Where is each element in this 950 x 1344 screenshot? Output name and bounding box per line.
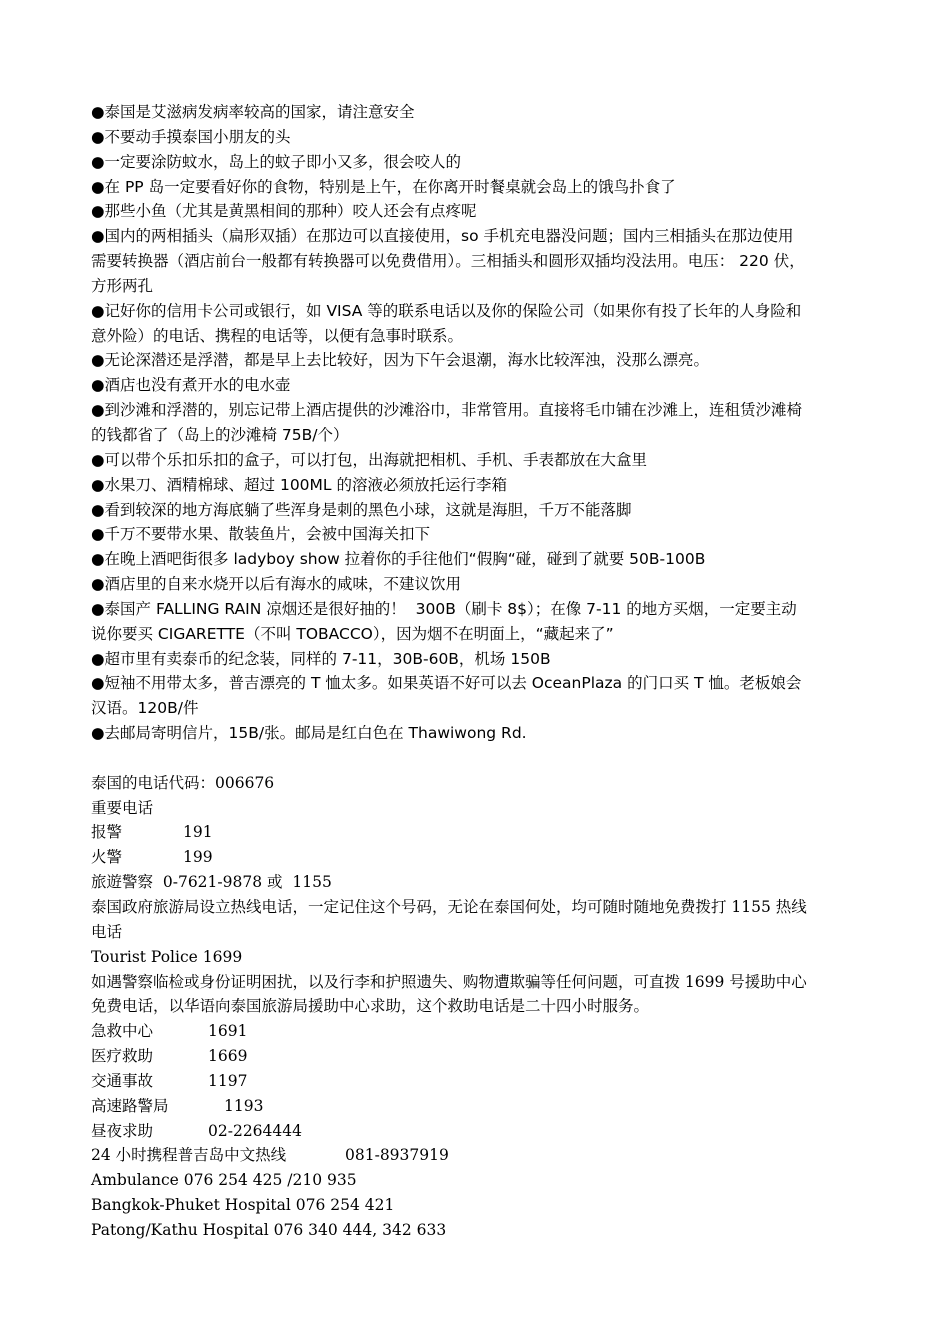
tip-line: ●记好你的信用卡公司或银行，如 VISA 等的联系电话以及你的保险公司（如果你有投了长年的人身险和 (91, 301, 802, 320)
contact-number: 1691 (208, 1022, 248, 1041)
tip-line: ●泰国产 FALLING RAIN 凉烟还是很好抽的！ 300B（刷卡 8$）；在像 7-11 的地方买烟，一定要主动 (91, 599, 797, 618)
contact-number: 1197 (208, 1071, 248, 1090)
contact-label: 24 小时携程普吉岛中文热线 (91, 1146, 287, 1165)
tip-line: ●去邮局寄明信片，15B/张。邮局是红白色在 Thawiwong Rd. (91, 724, 527, 743)
tip-line: ●看到较深的地方海底躺了些浑身是刺的黑色小球，这就是海胆，千万不能落脚 (91, 500, 632, 519)
tip-line: ●泰国是艾滋病发病率较高的国家，请注意安全 (91, 103, 415, 121)
bangkok-hospital-line: Bangkok-Phuket Hospital 076 254 421 (91, 1196, 395, 1215)
hotline-note-1: 泰国政府旅游局设立热线电话，一定记住这个号码，无论在泰国何处，均可随时随地免费拨打 1155 热线 (91, 898, 807, 916)
tip-line: ●到沙滩和浮潜的，别忘记带上酒店提供的沙滩浴巾，非常管用。直接将毛巾铺在沙滩上，连租赁沙滩椅 (91, 401, 803, 420)
tip-line-continued: 意外险）的电话、携程的电话等，以便有急事时联系。 (91, 326, 464, 345)
contact-number: 1669 (208, 1047, 248, 1066)
contact-row (91, 1143, 871, 1168)
contact-label: 交通事故 (91, 1071, 154, 1090)
tip-line: ●酒店里的自来水烧开以后有海水的咸味，不建议饮用 (91, 575, 462, 594)
tip-line: ●那些小鱼（尤其是黄黑相间的那种）咬人还会有点疼呢 (91, 202, 477, 221)
tip-line: ●不要动手摸泰国小朋友的头 (91, 127, 291, 146)
tip-line: ●酒店也没有煮开水的电水壶 (91, 376, 291, 395)
police-number: 191 (183, 823, 213, 842)
contact-number: 1193 (224, 1096, 264, 1115)
tip-line-continued: 方形两孔 (91, 276, 154, 295)
help-note-2: 免费电话，以华语向泰国旅游局援助中心求助，这个救助电话是二十四小时服务。 (91, 997, 650, 1016)
tip-line: ●水果刀、酒精棉球、超过 100ML 的溶液必须放托运行李箱 (91, 475, 507, 494)
fire-row (91, 845, 871, 870)
police-label: 报警 (91, 823, 123, 842)
contact-row (91, 1044, 871, 1069)
fire-label: 火警 (91, 848, 123, 867)
contact-row (91, 1119, 871, 1144)
tip-line: ●在 PP 岛一定要看好你的食物，特别是上午，在你离开时餐桌就会岛上的饿鸟扑食了 (91, 177, 676, 196)
tip-line: ●国内的两相插头（扁形双插）在那边可以直接使用，so 手机充电器没问题；国内三相插头在那边使用 (91, 227, 794, 246)
contact-label: 急救中心 (91, 1022, 154, 1041)
fire-number: 199 (183, 848, 213, 867)
tip-line-continued: 的钱都省了（岛上的沙滩椅 75B/个） (91, 425, 349, 444)
tourist-police-en: Tourist Police 1699 (91, 947, 243, 966)
contact-number: 081-8937919 (345, 1146, 449, 1165)
tip-line-continued: 汉语。120B/件 (91, 699, 199, 718)
contact-label: 医疗救助 (91, 1047, 154, 1066)
tip-line: ●短袖不用带太多，普吉漂亮的 T 恤太多。如果英语不好可以去 OceanPlaza 的门口买 T 恤。老板娘会 (91, 674, 802, 693)
help-note-1: 如遇警察临检或身份证明困扰，以及行李和护照遗失、购物遭欺骗等任何问题，可直拨 1699 号援助中心 (91, 972, 807, 991)
hotline-note-2: 电话 (91, 922, 123, 941)
tourist-police-cn: 旅遊警察 0-7621-9878 或 1155 (91, 873, 332, 892)
tip-line: ●一定要涂防蚊水，岛上的蚊子即小又多，很会咬人的 (91, 152, 462, 171)
phone-code: 泰国的电话代码：006676 (91, 773, 275, 792)
contact-number: 02-2264444 (208, 1121, 302, 1140)
contact-row (91, 1094, 871, 1119)
spacer (91, 746, 871, 771)
document-body (91, 100, 871, 1243)
tip-line-continued: 说你要买 CIGARETTE（不叫 TOBACCO），因为烟不在明面上，“藏起来了” (91, 624, 614, 643)
tip-line: ●千万不要带水果、散装鱼片，会被中国海关扣下 (91, 525, 431, 544)
tip-line-continued: 需要转换器（酒店前台一般都有转换器可以免费借用）。三相插头和圆形双插均没法用。电压： 220 伏， (91, 252, 805, 271)
patong-hospital-line: Patong/Kathu Hospital 076 340 444, 342 633 (91, 1220, 447, 1239)
important-heading: 重要电话 (91, 798, 154, 817)
ambulance-line: Ambulance 076 254 425 /210 935 (91, 1171, 357, 1190)
tip-line: ●在晚上酒吧街很多 ladyboy show 拉着你的手往他们“假胸“碰，碰到了就要 50B-100B (91, 550, 706, 569)
police-row (91, 820, 871, 845)
contact-label: 高速路警局 (91, 1096, 169, 1115)
contact-row (91, 1019, 871, 1044)
tip-line: ●超市里有卖泰币的纪念装，同样的 7-11，30B-60B，机场 150B (91, 649, 551, 668)
tip-line: ●可以带个乐扣乐扣的盒子，可以打包，出海就把相机、手机、手表都放在大盒里 (91, 450, 648, 469)
contact-label: 昼夜求助 (91, 1121, 154, 1140)
tips-list (91, 100, 871, 746)
tip-line: ●无论深潜还是浮潜，都是早上去比较好，因为下午会退潮，海水比较浑浊，没那么漂亮。 (91, 351, 710, 370)
contact-row (91, 1069, 871, 1094)
